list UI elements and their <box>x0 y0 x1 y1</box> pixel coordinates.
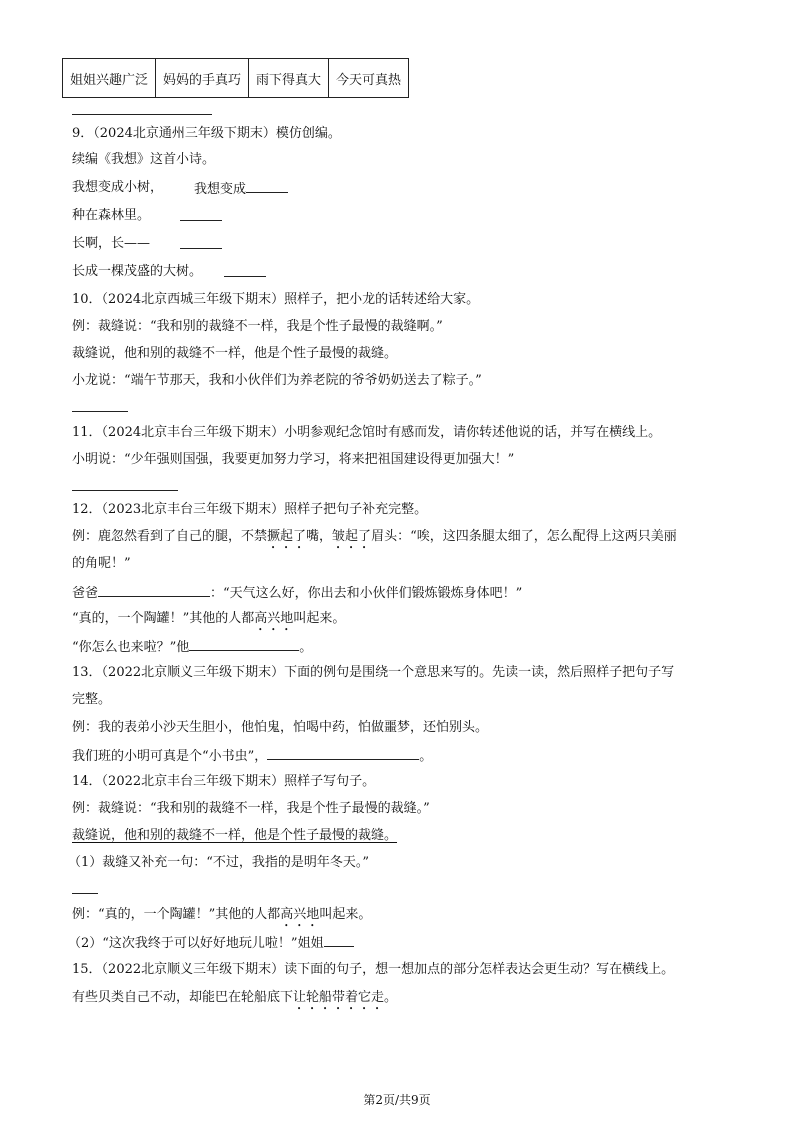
q12-come-text: 。 <box>299 640 313 655</box>
q14-example2-text: 叫起来。 <box>319 907 372 922</box>
q14-answer: 裁缝说，他和别的裁缝不一样，他是个性子最慢的裁缝。 <box>72 828 398 843</box>
q14-sub2 <box>68 932 354 954</box>
q13-example: 例：我的表弟小沙天生胆小，他怕鬼，怕喝中药，怕做噩梦，还怕别头。 <box>72 720 489 735</box>
q10-task: 小龙说：“端午节那天，我和小伙伴们为养老院的爷爷奶奶送去了粽子。” <box>72 373 482 388</box>
q9-line1: 续编《我想》这首小诗。 <box>72 152 216 167</box>
q12-jar-text: “真的，一个陶罐！”其他的人都 <box>72 611 255 626</box>
answer-line[interactable] <box>72 893 98 894</box>
dotted-text: 让轮船带着它走 <box>293 990 385 1005</box>
answer-line[interactable] <box>180 220 222 221</box>
answer-line[interactable] <box>180 248 222 249</box>
q9-line4: 长啊，长—— <box>72 236 151 251</box>
answer-line[interactable] <box>72 490 178 491</box>
dotted-text: 皱起了 <box>332 529 372 544</box>
q9-line2-left: 我想变成小树， <box>72 180 164 195</box>
q13-task <box>72 745 432 767</box>
q12-jar-line <box>72 609 345 634</box>
dotted-text: 高兴地 <box>254 611 294 626</box>
option-cell: 今天可真热 <box>329 59 409 98</box>
q12-example <box>72 527 677 552</box>
answer-blank[interactable] <box>246 178 288 193</box>
q12-come-text: “你怎么也来啦？”他 <box>72 640 190 655</box>
q9-line2-right <box>194 178 288 200</box>
q10-header: 10．（2024北京西城三年级下期末）照样子，把小龙的话转述给大家。 <box>72 292 480 307</box>
answer-blank[interactable] <box>267 745 419 760</box>
dotted-text: 撅起了 <box>267 529 307 544</box>
q13-header: 13．（2022北京顺义三年级下期末）下面的例句是围绕一个意思来写的。先读一读，然后照样子把句子写 <box>72 665 675 680</box>
q13-task-text: 。 <box>419 749 433 764</box>
q9-line3 <box>72 206 150 226</box>
options-table <box>62 58 409 98</box>
dotted-text: 高兴地 <box>280 907 320 922</box>
q15-text <box>72 988 397 1013</box>
q11-quote: 小明说：“少年强则国强，我要更加努力学习，将来把祖国建设得更加强大！” <box>72 452 515 467</box>
page-footer: 第2页/共9页 <box>363 1093 431 1107</box>
answer-blank[interactable] <box>98 582 210 597</box>
q14-example: 例：裁缝说：“我和别的裁缝不一样，我是个性子最慢的裁缝。” <box>72 801 430 816</box>
q9-header: 9．（2024北京通州三年级下期末）模仿创编。 <box>72 126 341 141</box>
q13-header-cont: 完整。 <box>72 692 112 707</box>
q14-example2-text: 例：“真的，一个陶罐！”其他的人都 <box>72 907 281 922</box>
answer-line[interactable] <box>72 411 128 412</box>
answer-line[interactable] <box>224 276 266 277</box>
q9-line5: 长成一棵茂盛的大树。 <box>72 264 203 279</box>
q15-header: 15．（2022北京顺义三年级下期末）读下面的句子，想一想加点的部分怎样表达会更生动？写在横线上。 <box>72 962 675 977</box>
q12-jar-text: 叫起来。 <box>293 611 346 626</box>
q14-sub1: （1）裁缝又补充一句：“不过，我指的是明年冬天。” <box>68 855 370 870</box>
q12-example-text: 嘴， <box>306 529 333 544</box>
q10-answer: 裁缝说，他和别的裁缝不一样，他是个性子最慢的裁缝。 <box>72 346 398 361</box>
q14-sub2-text: （2）“这次我终于可以好好地玩儿啦！”姐姐 <box>68 936 324 951</box>
answer-line[interactable] <box>72 114 212 115</box>
q15-text-part: 。 <box>384 990 398 1005</box>
option-cell: 妈妈的手真巧 <box>156 59 249 98</box>
q12-example-line2: 的角呢！” <box>72 556 131 571</box>
q12-header: 12．（2023北京丰台三年级下期末）照样子把句子补充完整。 <box>72 502 428 517</box>
q12-dad-text: 爸爸 <box>72 586 99 601</box>
q10-example: 例：裁缝说：“我和别的裁缝不一样，我是个性子最慢的裁缝啊。” <box>72 319 443 334</box>
q12-come-line <box>72 636 312 658</box>
option-cell: 雨下得真大 <box>249 59 329 98</box>
option-cell: 姐姐兴趣广泛 <box>63 59 156 98</box>
answer-blank[interactable] <box>189 636 299 651</box>
q9-line3-text: 种在森林里。 <box>72 208 151 223</box>
answer-blank[interactable] <box>324 932 354 947</box>
q14-header: 14．（2022北京丰台三年级下期末）照样子写句子。 <box>72 774 376 789</box>
q9-line2-text: 我想变成 <box>194 182 247 197</box>
q14-example2 <box>72 905 371 930</box>
q11-header: 11．（2024北京丰台三年级下期末）小明参观纪念馆时有感而发，请你转述他说的话，并写在横线上。 <box>72 425 662 440</box>
q12-example-text: 眉头：“唉，这四条腿太细了，怎么配得上这两只美丽 <box>371 529 677 544</box>
q12-dad-line <box>72 582 522 604</box>
q12-dad-text: ：“天气这么好，你出去和小伙伴们锻炼锻炼身体吧！” <box>210 586 523 601</box>
q15-text-part: 有些贝类自己不动，却能巴在轮船底下 <box>72 990 294 1005</box>
q12-example-text: 例：鹿忽然看到了自己的腿，不禁 <box>72 529 268 544</box>
q13-task-text: 我们班的小明可真是个“小书虫”， <box>72 749 268 764</box>
